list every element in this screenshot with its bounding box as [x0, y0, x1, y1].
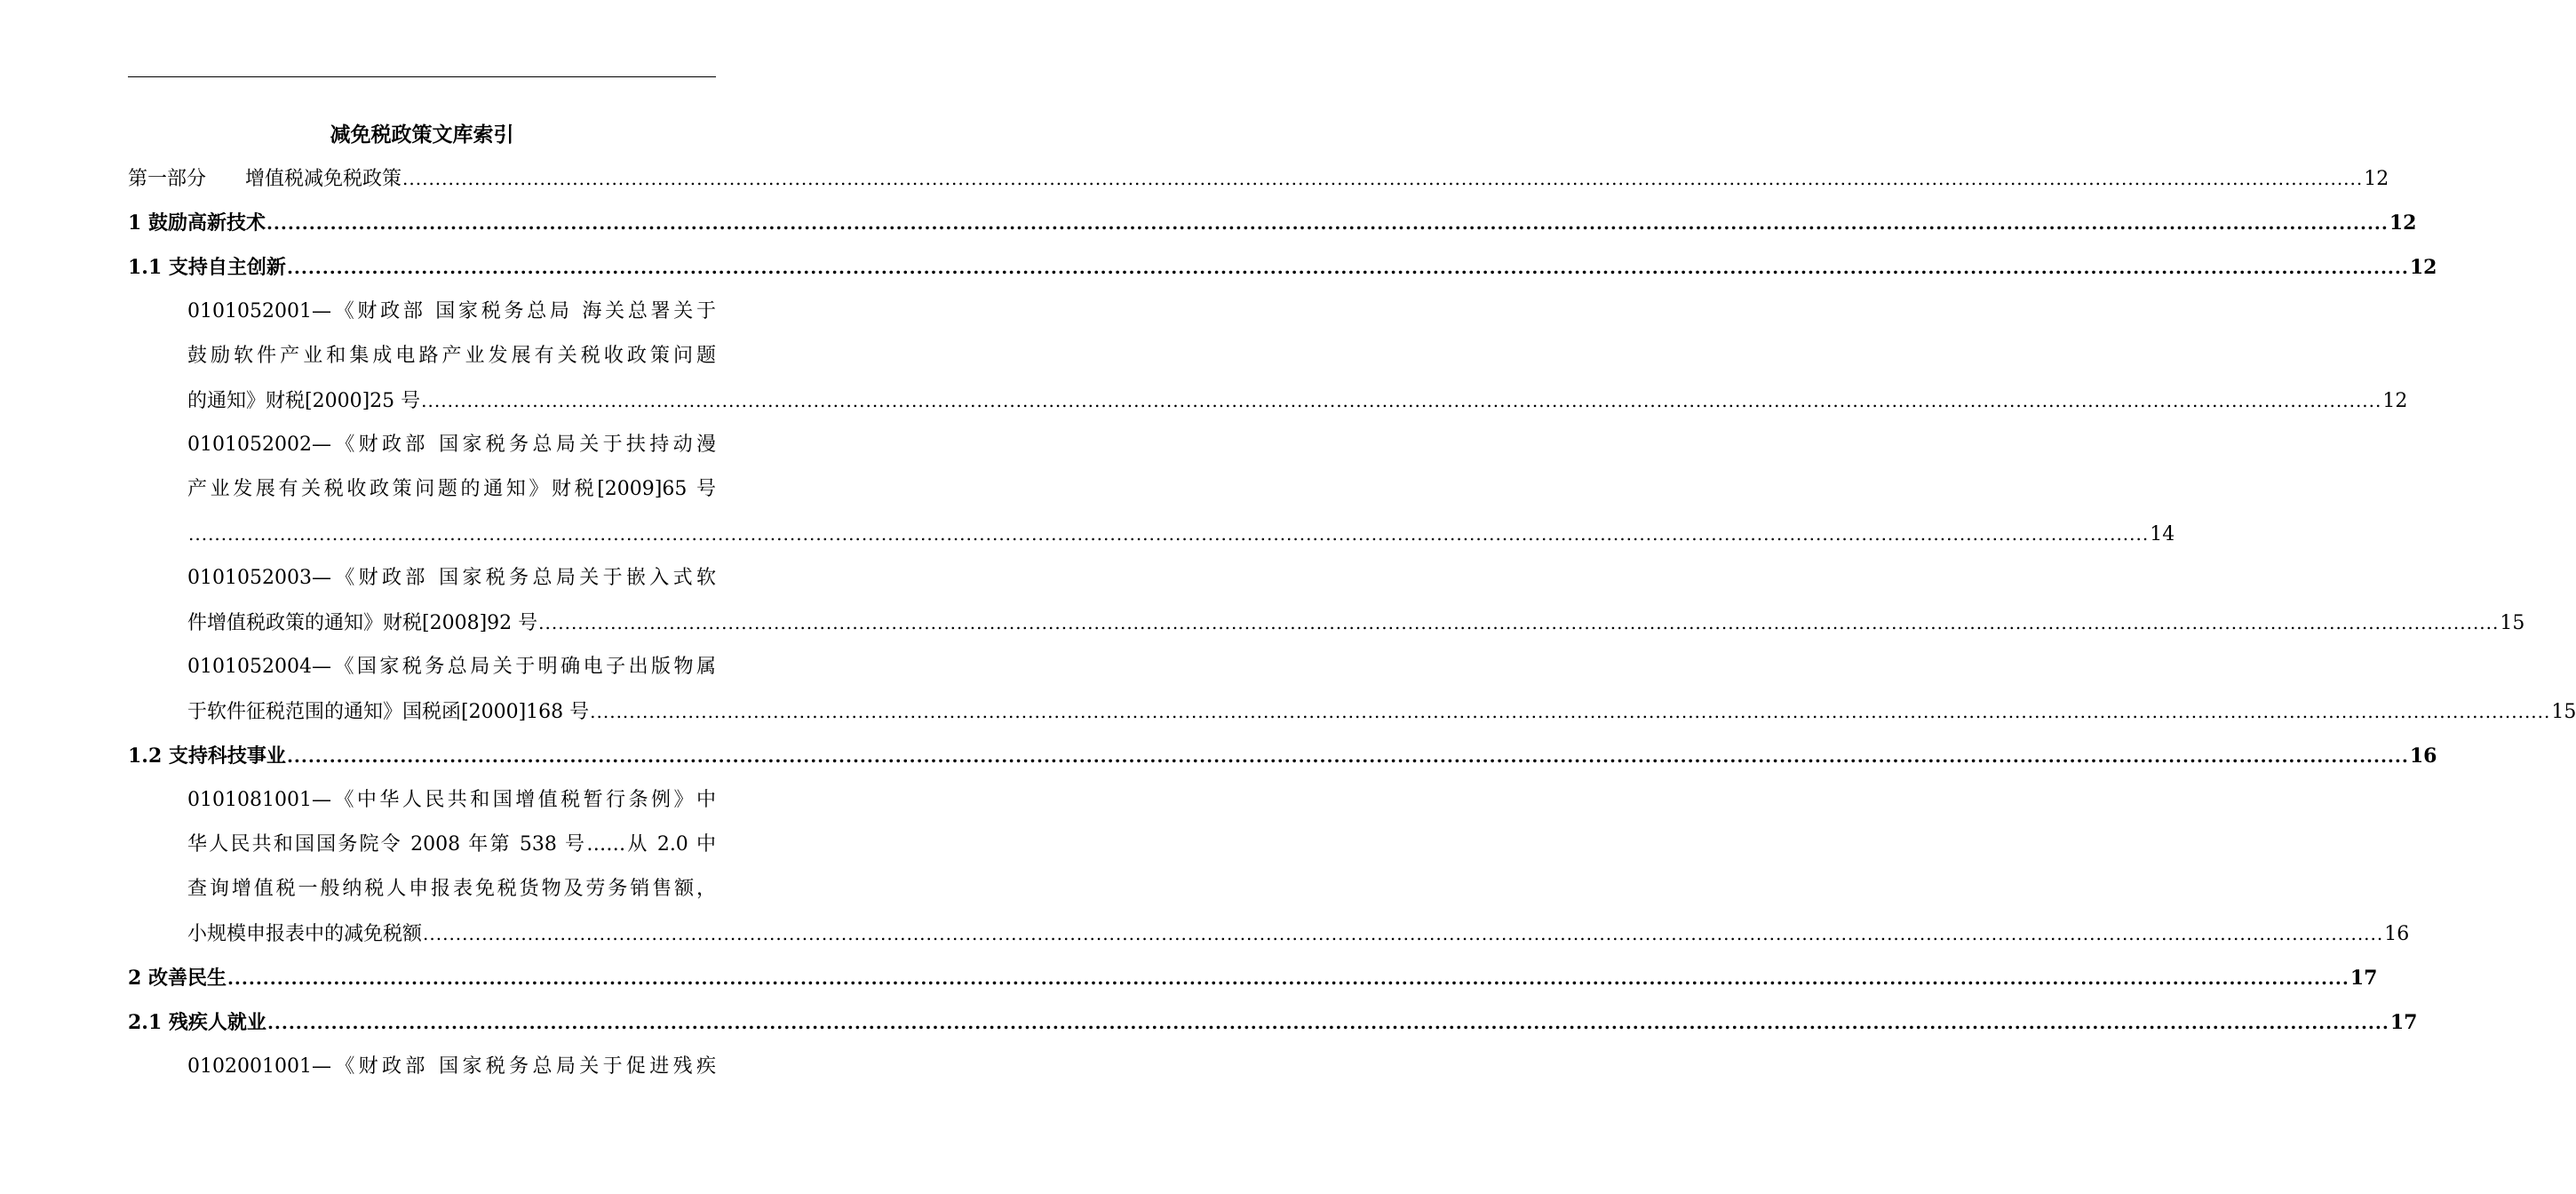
toc-entry-text: 的通知》财税[2000]25 号 [187, 390, 421, 412]
toc-entry-text: 0101052001—《财政部 国家税务总局 海关总署关于 [187, 300, 716, 322]
toc-entry-text: 华人民共和国国务院令 2008 年第 538 号……从 2.0 中 [187, 833, 716, 856]
toc-entry-text: 2.1 残疾人就业 [128, 1011, 266, 1034]
toc-entry [187, 334, 716, 378]
toc-entry [128, 201, 2417, 245]
toc-page-number: 12 [2382, 390, 2408, 412]
toc-leader-dots: ............................................................................................................................................................................................................................................................................................................ [423, 923, 2384, 944]
toc-page-number: 12 [2409, 256, 2437, 279]
toc-entry [187, 467, 716, 512]
toc-entry-text: 0101052002—《财政部 国家税务总局关于扶持动漫 [187, 434, 716, 456]
toc-leader-dots: ............................................................................................................................................................................................................................................................................................................ [590, 701, 2551, 722]
toc-entry-text: 第一部分 增值税减免税政策 [128, 168, 402, 190]
toc-entry [128, 734, 2437, 778]
toc-entry-text: 1 鼓励高新技术 [128, 211, 266, 235]
toc-leader-dots: ............................................................................................................................................................................................................................................................................................................ [538, 612, 2500, 633]
toc-page-number: 17 [2389, 1011, 2418, 1034]
toc-page-number: 16 [2384, 923, 2410, 945]
toc-entry [187, 645, 716, 689]
toc-entry [187, 601, 2525, 645]
toc-leader-dots: ............................................................................................................................................................................................................................................................................................................ [402, 168, 2364, 189]
toc-entry [187, 512, 2175, 556]
toc-leader-dots: ............................................................................................................................................................................................................................................................................................................ [421, 390, 2382, 411]
page-title: 减免税政策文库索引 [330, 123, 514, 147]
toc-entry-text: 1.2 支持科技事业 [128, 744, 286, 768]
toc-page-number: 17 [2349, 967, 2378, 990]
toc-entry [128, 956, 2378, 1000]
toc-page-number: 15 [2500, 612, 2525, 634]
table-of-contents [128, 156, 2576, 1089]
toc-entry-text: 件增值税政策的通知》财税[2008]92 号 [187, 612, 538, 634]
toc-entry [128, 1000, 2418, 1045]
toc-entry [128, 156, 2389, 201]
toc-entry-text: 0101052003—《财政部 国家税务总局关于嵌入式软 [187, 567, 716, 589]
toc-entry [187, 867, 716, 911]
toc-entry-text: 查询增值税一般纳税人申报表免税货物及劳务销售额， [187, 878, 716, 900]
toc-entry [187, 823, 716, 867]
toc-leader-dots: ............................................................................................................................................................................................................................................................................................................ [286, 257, 2409, 278]
toc-entry [187, 378, 2408, 423]
toc-leader-dots: ............................................................................................................................................................................................................................................................................................................ [286, 745, 2409, 767]
toc-page-number: 14 [2150, 523, 2175, 545]
toc-entry-text: 于软件征税范围的通知》国税函[2000]168 号 [187, 701, 590, 723]
toc-leader-dots: ............................................................................................................................................................................................................................................................................................................ [188, 523, 2150, 545]
toc-entry-text: 鼓励软件产业和集成电路产业发展有关税收政策问题 [187, 345, 716, 367]
toc-entry [187, 290, 716, 334]
toc-entry [128, 245, 2437, 290]
toc-leader-dots: ............................................................................................................................................................................................................................................................................................................ [266, 212, 2389, 234]
toc-entry-text: 0101052004—《国家税务总局关于明确电子出版物属 [187, 656, 716, 678]
toc-entry [187, 911, 2410, 956]
toc-page-number: 12 [2389, 211, 2417, 235]
toc-entry [187, 423, 716, 467]
toc-page-number: 12 [2364, 168, 2389, 190]
toc-entry-text: 小规模申报表中的减免税额 [187, 923, 423, 945]
toc-page-number: 16 [2409, 744, 2437, 768]
toc-entry [187, 556, 716, 601]
toc-entry-text: 1.1 支持自主创新 [128, 256, 286, 279]
toc-page-number: 15 [2551, 701, 2576, 723]
toc-entry [187, 1045, 716, 1089]
toc-leader-dots: ............................................................................................................................................................................................................................................................................................................ [227, 967, 2349, 989]
toc-entry [187, 778, 716, 823]
header-rule [128, 76, 716, 77]
toc-entry-text: 产业发展有关税收政策问题的通知》财税[2009]65 号 [187, 478, 716, 500]
toc-entry-text: 0101081001—《中华人民共和国增值税暂行条例》中 [187, 789, 716, 811]
toc-entry-text: 2 改善民生 [128, 967, 227, 990]
toc-entry-text: 0102001001—《财政部 国家税务总局关于促进残疾 [187, 1055, 716, 1078]
toc-entry [187, 689, 2576, 734]
toc-leader-dots: ............................................................................................................................................................................................................................................................................................................ [266, 1012, 2389, 1033]
